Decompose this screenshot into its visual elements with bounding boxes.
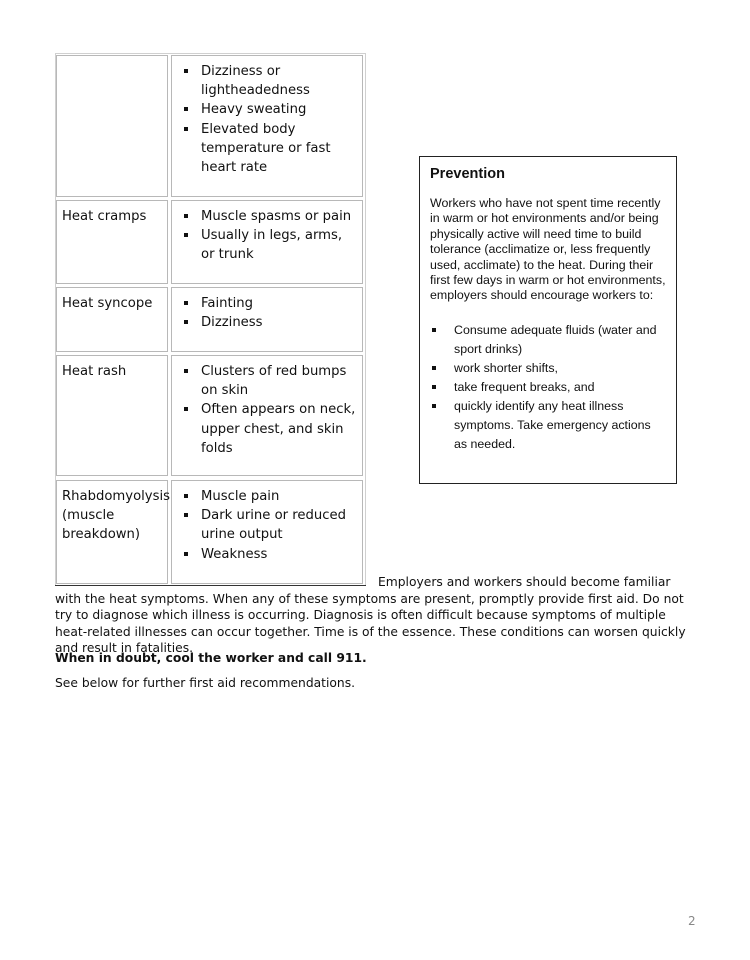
symptom-item: Dizziness	[177, 313, 357, 332]
symptom-item: Muscle pain	[177, 487, 357, 506]
prevention-title: Prevention	[430, 166, 505, 182]
symptom-item: Heavy sweating	[177, 100, 357, 119]
symptom-item: Fainting	[177, 294, 357, 313]
table-row-1-symptoms	[171, 55, 363, 197]
call-911-paragraph: When in doubt, cool the worker and call 911.	[55, 651, 367, 665]
table-row-2-symptoms	[171, 200, 363, 284]
table-row-4-name: Heat rash	[56, 355, 168, 476]
prevention-item: take frequent breaks, and	[430, 378, 666, 397]
symptom-item: Clusters of red bumps on skin	[177, 362, 357, 400]
prevention-item: Consume adequate fluids (water and sport drinks)	[430, 321, 666, 359]
table-row-3-name: Heat syncope	[56, 287, 168, 352]
symptom-item: Muscle spasms or pain	[177, 207, 357, 226]
symptom-item: Weakness	[177, 545, 357, 564]
prevention-item: work shorter shifts,	[430, 359, 666, 378]
table-row-5-name: Rhabdomyolysis (muscle breakdown)	[56, 480, 168, 584]
see-below-paragraph: See below for further first aid recommendations.	[55, 676, 356, 690]
table-row-4-symptoms	[171, 355, 363, 476]
prevention-box	[419, 156, 677, 484]
page-number: 2	[688, 914, 696, 928]
table-row-2-name: Heat cramps	[56, 200, 168, 284]
symptom-item: Dizziness or lightheadedness	[177, 62, 357, 100]
table-row-1-name	[56, 55, 168, 197]
table-row-5-symptoms	[171, 480, 363, 584]
prevention-body: Workers who have not spent time recently in warm or hot environments and/or being physically active will need time to build tolerance (acclimatize or, less frequently used, acclimate) to the heat. During their first few days in warm or hot environments, employers should encourage workers to:	[430, 196, 666, 303]
prevention-item: quickly identify any heat illness symptoms. Take emergency actions as needed.	[430, 397, 666, 454]
intro-paragraph: Employers and workers should become familiar with the heat symptoms. When any of these symptoms are present, promptly provide first aid. Do not try to diagnose which illness is occurring. Diagnosis is often difficult because symptoms of multiple heat-related illnesses can occur together. Time is of the essence. These conditions can worsen quickly and result in fatalities.	[55, 575, 686, 655]
table-row-3-symptoms	[171, 287, 363, 352]
symptom-item: Dark urine or reduced urine output	[177, 506, 357, 544]
symptom-item: Often appears on neck, upper chest, and skin folds	[177, 400, 357, 458]
prevention-list	[430, 321, 666, 454]
symptom-item: Elevated body temperature or fast heart rate	[177, 120, 357, 178]
symptom-item: Usually in legs, arms, or trunk	[177, 226, 357, 264]
